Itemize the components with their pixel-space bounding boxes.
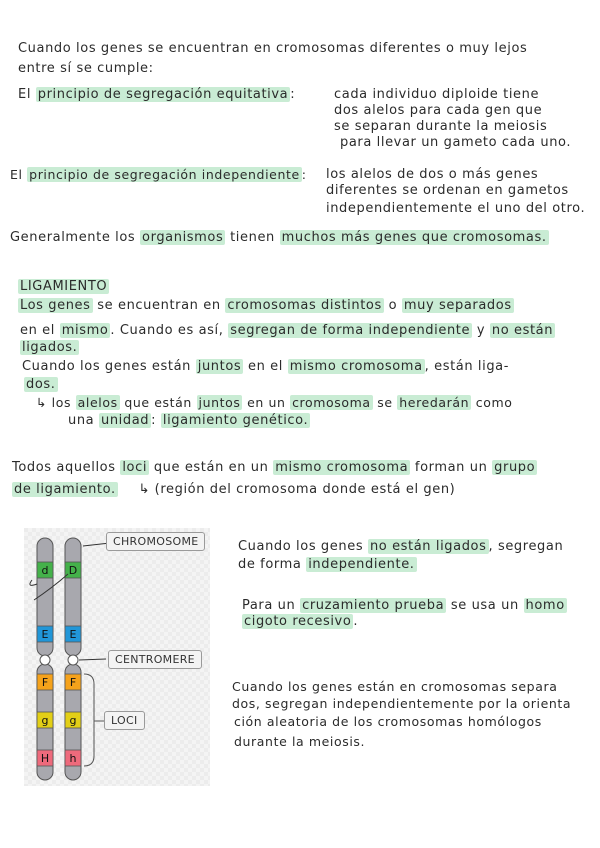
h: juntos: [198, 395, 241, 410]
h: de ligamiento.: [14, 482, 116, 497]
centromere-label: CENTROMERE: [108, 650, 202, 669]
right-allele-label: g: [69, 714, 77, 727]
highlight: organismos: [142, 230, 224, 245]
ligamiento-line-3: [20, 339, 79, 357]
t: forman un: [414, 460, 488, 475]
h: cruzamiento prueba: [302, 598, 445, 613]
h: mismo cromosoma: [275, 460, 409, 475]
t: Para un: [242, 598, 296, 613]
left-allele-label: H: [40, 752, 50, 765]
side-note-1-line-1: [238, 538, 563, 556]
h: grupo: [494, 460, 536, 475]
text: tienen: [230, 230, 275, 245]
t: como: [475, 395, 513, 410]
h: cigoto recesivo: [244, 614, 352, 629]
prefix: El: [10, 167, 23, 182]
principle-independiente-def-1: los alelos de dos o más genes: [326, 167, 539, 182]
grupo-line-1: [12, 459, 537, 477]
side-note-3-line-1: Cuando los genes están en cromosomas separa: [232, 679, 558, 694]
arrow-icon: ↳: [138, 482, 150, 497]
side-note-3-line-2: dos, segregan independientemente por la orienta: [232, 696, 572, 711]
t: Todos aquellos: [12, 460, 116, 475]
side-note-3-line-4: durante la meiosis.: [234, 734, 366, 749]
principle-equitativa-def-1: cada individuo diploide tiene: [334, 87, 540, 102]
heading-text: LIGAMIENTO: [20, 279, 108, 294]
t: se encuentran en: [97, 298, 221, 313]
ligamiento-line-2: [20, 322, 555, 340]
h: heredarán: [399, 395, 470, 410]
h: muy separados: [403, 298, 512, 313]
t: (región del cromosoma donde está el gen): [154, 482, 456, 497]
chromosome-diagram: [24, 528, 210, 786]
side-note-3-line-3: ción aleatoria de los cromosomas homólogos: [234, 714, 542, 729]
right-allele-label: h: [69, 752, 77, 765]
h: alelos: [77, 395, 118, 410]
h: mismo: [61, 323, 109, 338]
right-allele-label: F: [69, 676, 77, 689]
t: en el: [247, 359, 283, 374]
t: Cuando los genes: [238, 539, 364, 554]
intro-line-1: Cuando los genes se encuentran en cromosomas diferentes o muy lejos: [18, 41, 528, 56]
t: o: [388, 298, 398, 313]
t: Cuando los genes están: [22, 359, 191, 374]
t: en el: [20, 323, 55, 338]
ligamiento-line-5: [24, 376, 58, 394]
ligamiento-line-6: [36, 394, 512, 412]
t: y: [476, 323, 486, 338]
h: juntos: [197, 359, 242, 374]
ligamiento-line-7: [68, 412, 310, 430]
t: , están liga-: [424, 359, 510, 374]
t: .: [353, 614, 359, 629]
side-note-1-line-2: [238, 556, 417, 574]
h: ligados.: [22, 340, 78, 355]
principle-independiente-def-2: diferentes se ordenan en gametos: [326, 183, 569, 198]
h: homo: [525, 598, 565, 613]
ligamiento-line-1: [18, 297, 514, 315]
ligamiento-line-4: [22, 358, 509, 376]
h: segregan de forma independiente: [230, 323, 471, 338]
principle-equitativa-def-3: se separan durante la meiosis: [334, 119, 548, 134]
h: ligamiento genético.: [162, 413, 309, 428]
t: que están en un: [153, 460, 269, 475]
h: cromosomas distintos: [227, 298, 382, 313]
t: los: [51, 395, 72, 410]
principle-independiente-def-3: independientemente el uno del otro.: [326, 201, 586, 216]
h: mismo cromosoma: [289, 359, 423, 374]
side-note-2-line-2: [242, 613, 358, 631]
t: . Cuando es así,: [110, 323, 224, 338]
grupo-line-2: [12, 481, 455, 499]
h: Los genes: [20, 298, 91, 313]
t: una: [68, 413, 95, 428]
h: cromosoma: [292, 395, 371, 410]
left-allele-label: g: [41, 714, 49, 727]
h: no están: [491, 323, 554, 338]
general-line: [10, 229, 549, 247]
t: se usa un: [450, 598, 519, 613]
intro-line-2: entre sí se cumple:: [18, 61, 154, 76]
t: , segregan: [488, 539, 564, 554]
right-allele-label: E: [69, 628, 77, 641]
h: dos.: [26, 377, 56, 392]
highlight: muchos más genes que cromosomas.: [281, 230, 547, 245]
principle-equitativa-def-2: dos alelos para cada gen que: [334, 103, 543, 118]
text: Generalmente los: [10, 230, 136, 245]
right-allele-label: D: [68, 564, 78, 577]
highlight-term: principio de segregación independiente: [29, 167, 300, 182]
t: de forma: [238, 557, 302, 572]
left-allele-label: E: [41, 628, 49, 641]
t: en un: [247, 395, 286, 410]
h: independiente.: [308, 557, 415, 572]
h: no están ligados: [369, 539, 487, 554]
h: loci: [122, 460, 148, 475]
right-centromere: [68, 655, 78, 665]
prefix: El: [18, 87, 32, 102]
principle-equitativa-def-4: para llevar un gameto cada uno.: [340, 135, 572, 150]
t: se: [377, 395, 393, 410]
left-allele-label: d: [41, 564, 49, 577]
t: que están: [124, 395, 192, 410]
chromosome-label: CHROMOSOME: [106, 532, 205, 551]
t: :: [151, 413, 157, 428]
loci-label: LOCI: [104, 711, 145, 730]
ligamiento-heading: [18, 278, 109, 296]
left-centromere: [40, 655, 50, 665]
highlight-term: principio de segregación equitativa: [37, 87, 289, 102]
left-allele-label: F: [41, 676, 49, 689]
arrow-icon: ↳: [36, 395, 48, 410]
h: unidad: [100, 413, 150, 428]
principle-equitativa-term: El principio de segregación equitativa :: [18, 87, 296, 102]
principle-independiente-term: El principio de segregación independiente :: [10, 167, 307, 182]
